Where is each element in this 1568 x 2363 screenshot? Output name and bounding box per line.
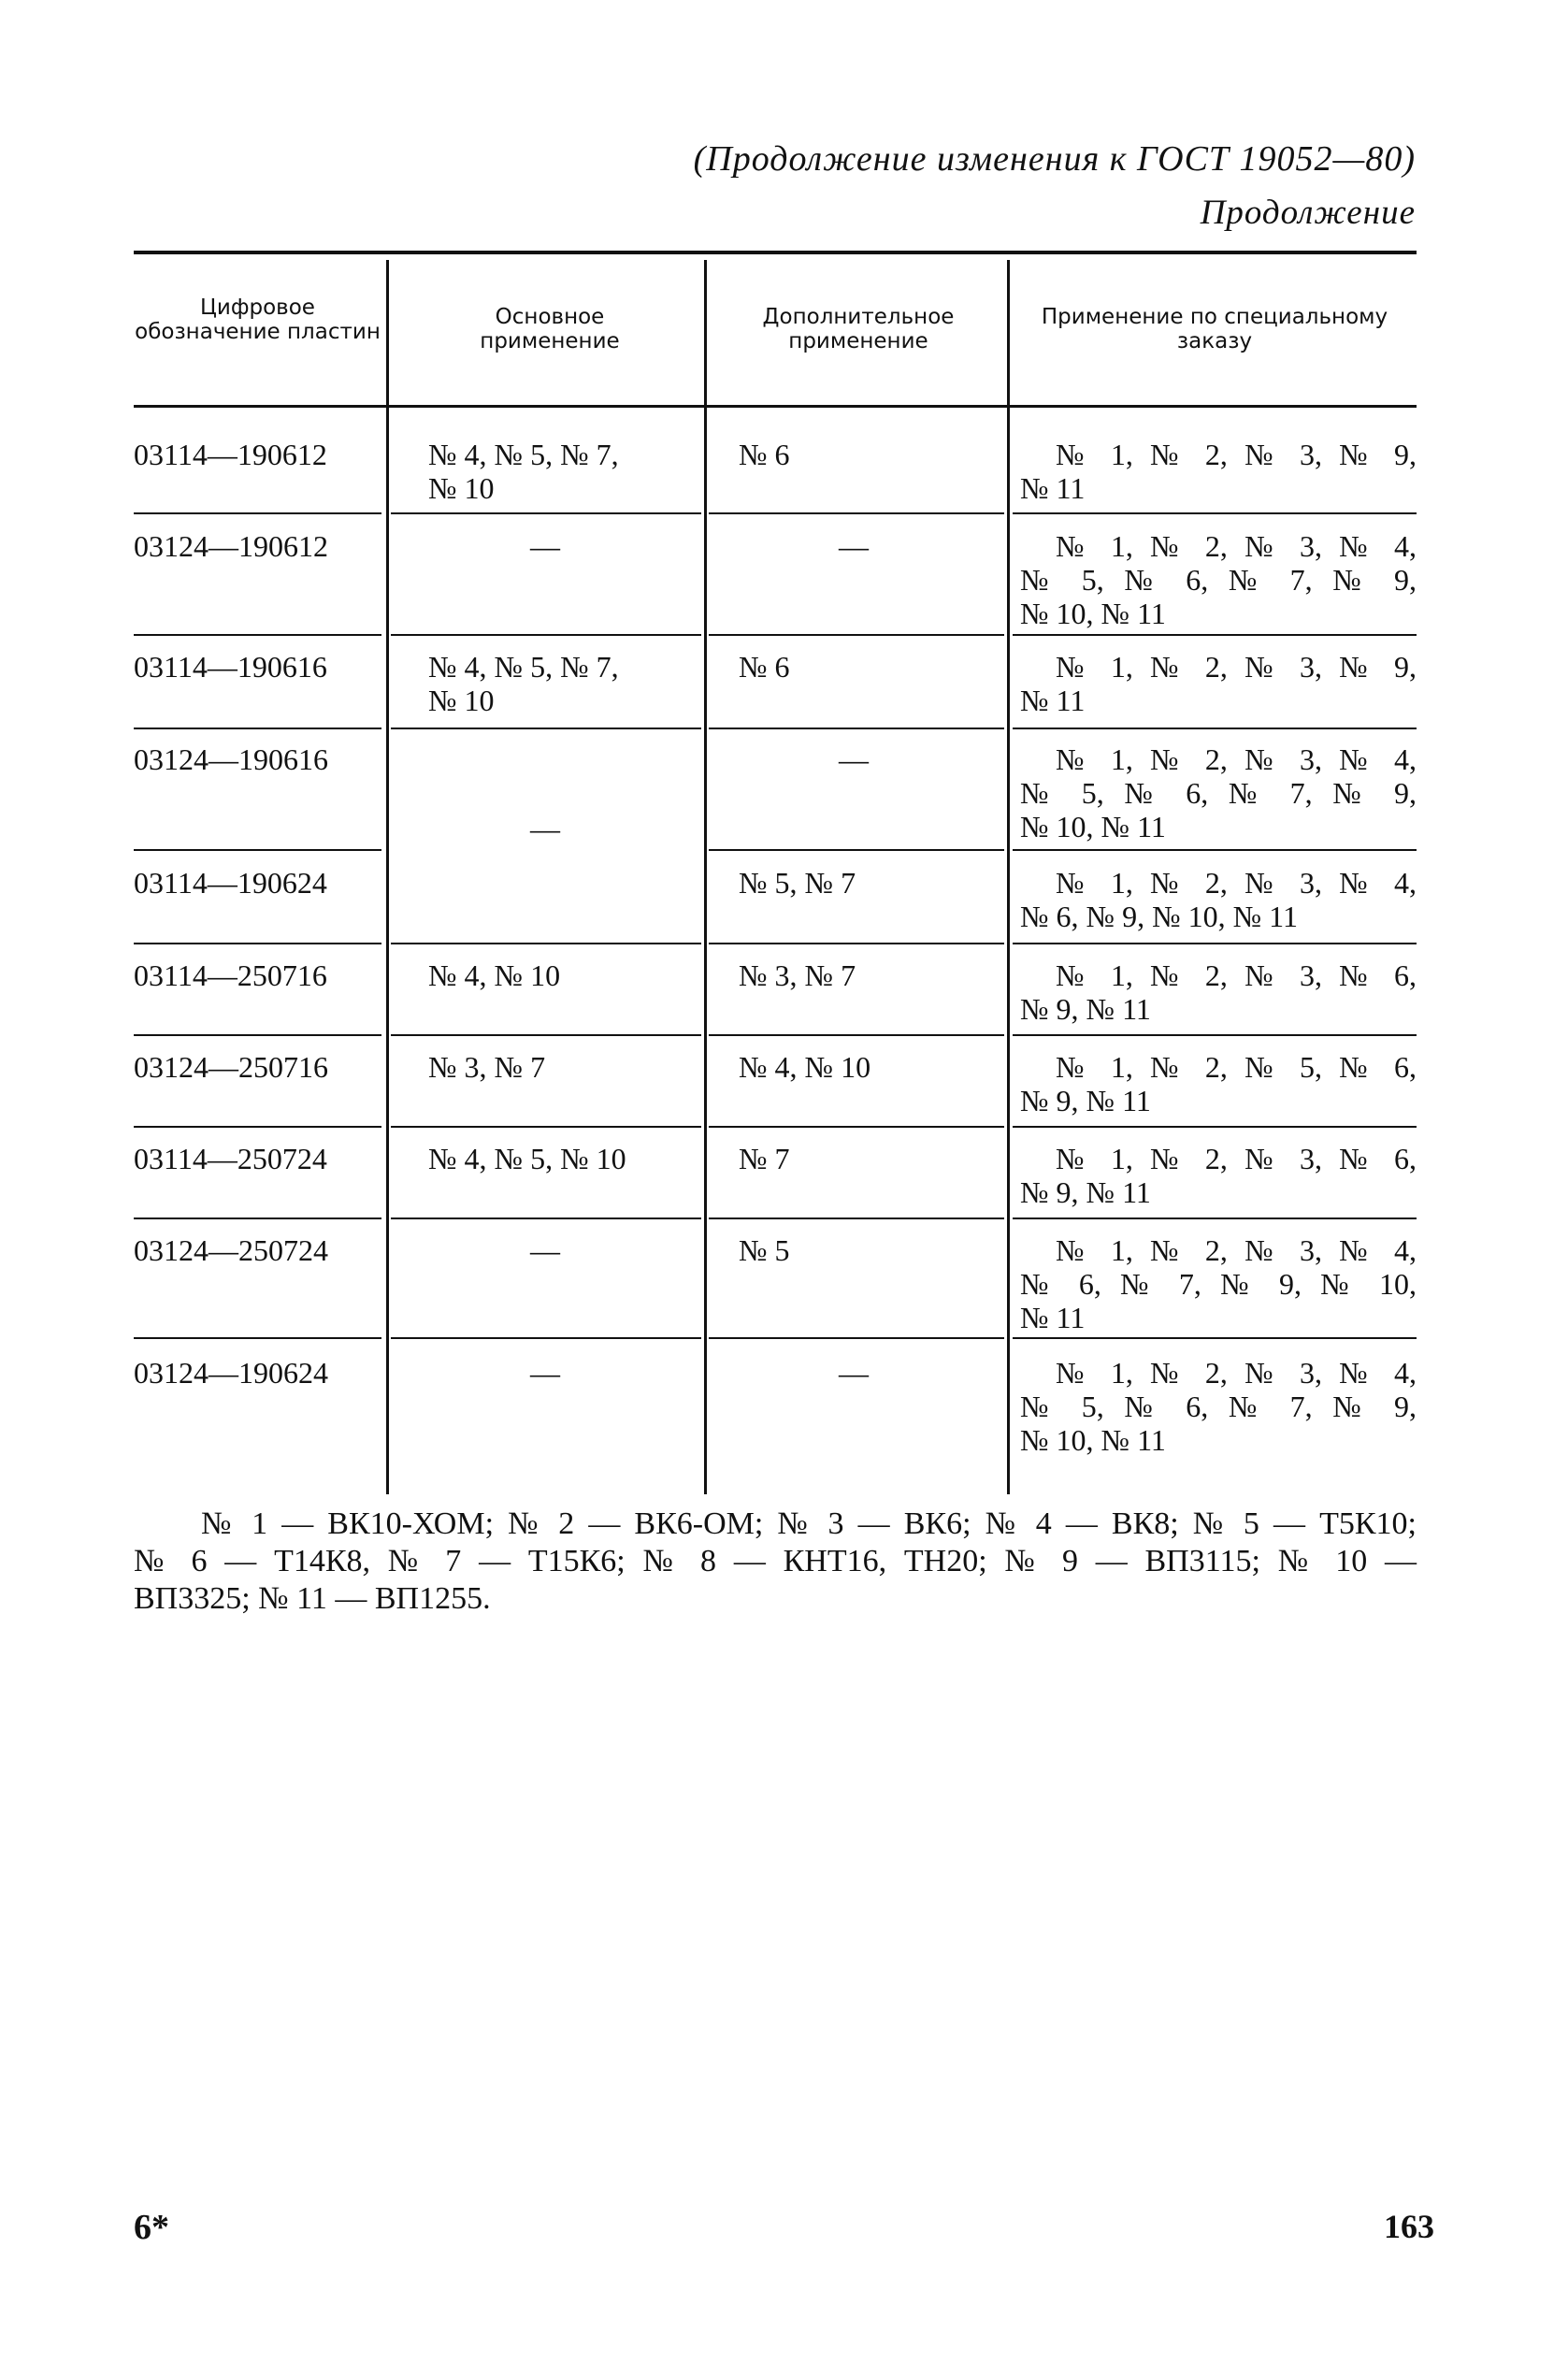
extra-application: № 5, № 7: [739, 866, 856, 900]
special-order-application: № 10, № 11: [1020, 597, 1166, 630]
row-divider: [709, 728, 1004, 729]
special-order-application: № 6, № 7, № 9, № 10,: [1020, 1267, 1417, 1301]
column-divider: [704, 260, 707, 1494]
row-divider: [134, 1126, 381, 1128]
legend-line: ВП3325; № 11 — ВП1255.: [134, 1581, 491, 1616]
plate-code: 03124—250716: [134, 1050, 328, 1084]
legend-line: № 6 — Т14К8, № 7 — Т15К6; № 8 — КНТ16, ТН20; № 9 — ВП3115; № 10 —: [134, 1544, 1417, 1578]
special-order-application: № 1, № 2, № 3, № 4,: [1056, 1356, 1417, 1390]
row-divider: [709, 1337, 1004, 1339]
plate-code: 03124—190624: [134, 1356, 328, 1390]
row-divider: [391, 1126, 701, 1128]
continuation-header: (Продолжение изменения к ГОСТ 19052—80): [693, 139, 1416, 179]
column-divider: [1007, 260, 1010, 1494]
special-order-application: № 1, № 2, № 3, № 4,: [1056, 866, 1417, 900]
special-order-application: № 1, № 2, № 3, № 9,: [1056, 650, 1417, 684]
row-divider: [1013, 1337, 1417, 1339]
row-divider: [134, 512, 381, 514]
extra-application: № 7: [739, 1142, 790, 1175]
column-header-special: Применение по специальному заказу: [1041, 305, 1388, 353]
main-application: № 4, № 5, № 7, № 10: [428, 650, 619, 717]
row-divider: [709, 634, 1004, 636]
special-order-application: № 10, № 11: [1020, 810, 1166, 843]
row-divider: [1013, 512, 1417, 514]
row-divider: [1013, 943, 1417, 944]
plate-code: 03114—190616: [134, 650, 327, 684]
extra-application: № 5: [739, 1233, 790, 1267]
row-divider: [391, 512, 701, 514]
row-divider: [134, 1337, 381, 1339]
row-divider: [391, 1337, 701, 1339]
plate-code: 03124—250724: [134, 1233, 328, 1267]
row-divider: [391, 634, 701, 636]
row-divider: [709, 1218, 1004, 1219]
row-divider: [134, 1218, 381, 1219]
continuation-subtitle: Продолжение: [1200, 194, 1416, 232]
row-divider: [1013, 1034, 1417, 1036]
row-divider: [391, 728, 701, 729]
plate-code: 03124—190612: [134, 529, 328, 563]
main-application: № 4, № 10: [428, 958, 561, 992]
row-divider: [391, 1218, 701, 1219]
special-order-application: № 1, № 2, № 3, № 4,: [1056, 529, 1417, 563]
main-application: № 4, № 5, № 7, № 10: [428, 438, 619, 505]
special-order-application: № 1, № 2, № 3, № 6,: [1056, 958, 1417, 992]
row-divider: [1013, 1218, 1417, 1219]
header-rule: [134, 405, 1417, 408]
row-divider: [709, 1126, 1004, 1128]
special-order-application: № 9, № 11: [1020, 1175, 1151, 1209]
row-divider: [391, 943, 701, 944]
row-divider: [134, 634, 381, 636]
extra-application: —: [839, 742, 869, 776]
special-order-application: № 10, № 11: [1020, 1423, 1166, 1457]
special-order-application: № 5, № 6, № 7, № 9,: [1020, 1390, 1417, 1423]
signature-mark: 6*: [134, 2208, 169, 2247]
material-legend: [134, 1506, 1417, 1618]
main-application: № 4, № 5, № 10: [428, 1142, 626, 1175]
special-order-application: № 9, № 11: [1020, 1084, 1151, 1117]
special-order-application: № 11: [1020, 471, 1086, 505]
main-application: —: [530, 812, 560, 845]
special-order-application: № 9, № 11: [1020, 992, 1151, 1026]
row-divider: [709, 512, 1004, 514]
extra-application: № 3, № 7: [739, 958, 856, 992]
special-order-application: № 1, № 2, № 3, № 9,: [1056, 438, 1417, 471]
extra-application: № 6: [739, 650, 790, 684]
extra-application: —: [839, 529, 869, 563]
extra-application: № 4, № 10: [739, 1050, 871, 1084]
extra-application: —: [839, 1356, 869, 1390]
column-header-main: Основное применение: [480, 305, 620, 353]
main-application: —: [530, 1356, 560, 1390]
row-divider: [1013, 634, 1417, 636]
special-order-application: № 11: [1020, 1301, 1086, 1334]
plate-code: 03114—190612: [134, 438, 327, 471]
column-header-extra: Дополнительное применение: [762, 305, 955, 353]
main-application: —: [530, 529, 560, 563]
extra-application: № 6: [739, 438, 790, 471]
special-order-application: № 5, № 6, № 7, № 9,: [1020, 563, 1417, 597]
special-order-application: № 1, № 2, № 5, № 6,: [1056, 1050, 1417, 1084]
main-application: № 3, № 7: [428, 1050, 546, 1084]
special-order-application: № 1, № 2, № 3, № 4,: [1056, 742, 1417, 776]
column-divider: [386, 260, 389, 1494]
row-divider: [134, 1034, 381, 1036]
row-divider: [709, 1034, 1004, 1036]
special-order-application: № 1, № 2, № 3, № 4,: [1056, 1233, 1417, 1267]
row-divider: [709, 849, 1004, 851]
plate-code: 03124—190616: [134, 742, 328, 776]
plate-code: 03114—250724: [134, 1142, 327, 1175]
plate-code: 03114—190624: [134, 866, 327, 900]
special-order-application: № 6, № 9, № 10, № 11: [1020, 900, 1298, 933]
main-application: —: [530, 1233, 560, 1267]
row-divider: [134, 728, 381, 729]
row-divider: [709, 943, 1004, 944]
legend-line: № 1 — ВК10-ХОМ; № 2 — ВК6-ОМ; № 3 — ВК6; № 4 — ВК8; № 5 — Т5К10;: [201, 1506, 1417, 1541]
table-top-rule: [134, 251, 1417, 254]
plate-code: 03114—250716: [134, 958, 327, 992]
row-divider: [1013, 1126, 1417, 1128]
column-header-code: Цифровое обозначение пластин: [135, 295, 381, 344]
page-number: 163: [1384, 2208, 1434, 2245]
row-divider: [1013, 849, 1417, 851]
special-order-application: № 1, № 2, № 3, № 6,: [1056, 1142, 1417, 1175]
special-order-application: № 5, № 6, № 7, № 9,: [1020, 776, 1417, 810]
row-divider: [391, 1034, 701, 1036]
special-order-application: № 11: [1020, 684, 1086, 717]
row-divider: [134, 943, 381, 944]
row-divider: [1013, 728, 1417, 729]
row-divider: [134, 849, 381, 851]
